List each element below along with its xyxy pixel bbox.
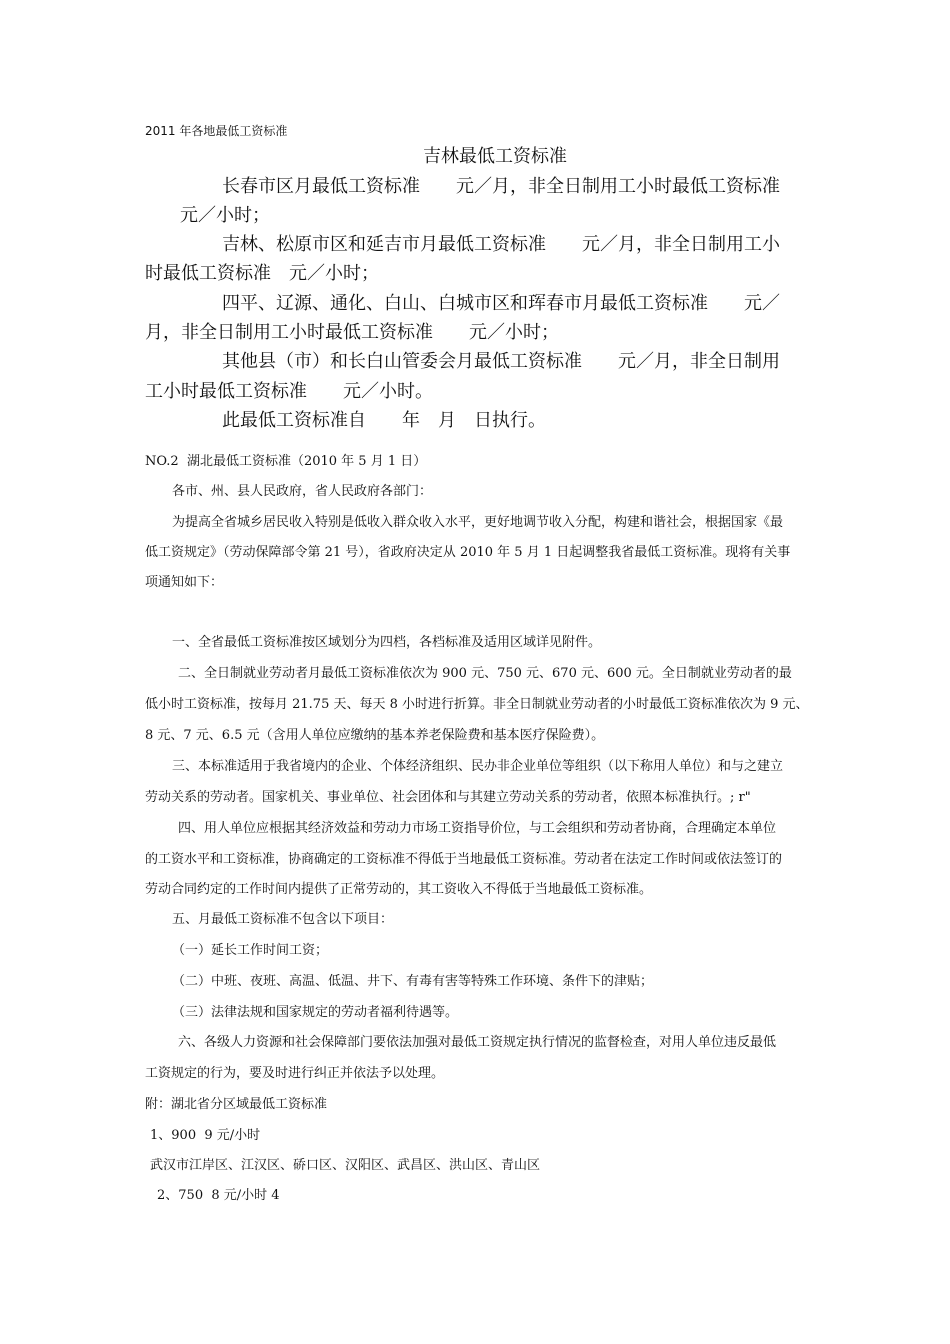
jilin-line: 此最低工资标准自 年 月 日执行。 xyxy=(222,410,546,431)
hubei-line: 武汉市江岸区、江汉区、硚口区、汉阳区、武昌区、洪山区、青山区 xyxy=(150,1158,541,1173)
hubei-line: 三、本标准适用于我省境内的企业、个体经济组织、民办非企业单位等组织（以下称用人单位）和与之建立 xyxy=(172,759,784,774)
hubei-line: 8 元、7 元、6.5 元（含用人单位应缴纳的基本养老保险费和基本医疗保险费）。 xyxy=(145,728,605,743)
hubei-line: 2、750 8 元/小时 4 xyxy=(157,1188,280,1203)
hubei-line: （三）法律法规和国家规定的劳动者福利待遇等。 xyxy=(172,1005,459,1020)
hubei-line: 为提高全省城乡居民收入特别是低收入群众收入水平，更好地调节收入分配，构建和谐社会，根据国家《最 xyxy=(172,515,784,530)
hubei-line: 五、月最低工资标准不包含以下项目： xyxy=(172,912,394,927)
hubei-line: 各市、州、县人民政府，省人民政府各部门： xyxy=(172,484,433,499)
jilin-line: 时最低工资标准 元／小时； xyxy=(145,263,379,284)
hubei-line: 附：湖北省分区域最低工资标准 xyxy=(145,1097,328,1112)
hubei-line: （一）延长工作时间工资； xyxy=(172,943,329,958)
jilin-line: 吉林、松原市区和延吉市月最低工资标准 元／月，非全日制用工小 xyxy=(222,234,780,255)
jilin-line: 长春市区月最低工资标准 元／月，非全日制用工小时最低工资标准 xyxy=(222,176,780,197)
jilin-line: 其他县（市）和长白山管委会月最低工资标准 元／月，非全日制用 xyxy=(222,351,780,372)
top-note: 2011 年各地最低工资标准 xyxy=(145,124,288,138)
hubei-line: 1、900 9 元/小时 xyxy=(150,1128,261,1143)
hubei-heading: NO.2 湖北最低工资标准（2010 年 5 月 1 日） xyxy=(145,454,427,469)
hubei-line: 的工资水平和工资标准，协商确定的工资标准不得低于当地最低工资标准。劳动者在法定工作时间或依法签订的 xyxy=(145,852,783,867)
hubei-line: 低工资规定》（劳动保障部令第 21 号），省政府决定从 2010 年 5 月 1 日起调整我省最低工资标准。现将有关事 xyxy=(145,545,791,560)
hubei-line: （二）中班、夜班、高温、低温、井下、有毒有害等特殊工作环境、条件下的津贴； xyxy=(172,974,654,989)
hubei-line: 一、全省最低工资标准按区域划分为四档，各档标准及适用区域详见附件。 xyxy=(172,635,602,650)
hubei-line: 六、各级人力资源和社会保障部门要依法加强对最低工资规定执行情况的监督检查，对用人单位违反最低 xyxy=(178,1035,777,1050)
jilin-line: 元／小时； xyxy=(180,205,270,226)
jilin-line: 四平、辽源、通化、白山、白城市区和珲春市月最低工资标准 元／ xyxy=(222,293,780,314)
hubei-line: 项通知如下： xyxy=(145,575,224,590)
hubei-line: 劳动关系的劳动者。国家机关、事业单位、社会团体和与其建立劳动关系的劳动者，依照本标准执行。; r" xyxy=(145,790,751,805)
hubei-line: 劳动合同约定的工作时间内提供了正常劳动的，其工资收入不得低于当地最低工资标准。 xyxy=(145,882,653,897)
hubei-line: 二、全日制就业劳动者月最低工资标准依次为 900 元、750 元、670 元、600 元。全日制就业劳动者的最 xyxy=(178,666,792,681)
hubei-line: 低小时工资标准，按每月 21.75 天、每天 8 小时进行折算。非全日制就业劳动者的小时最低工资标准依次为 9 元、 xyxy=(145,697,809,712)
jilin-line: 工小时最低工资标准 元／小时。 xyxy=(145,381,433,402)
hubei-line: 四、用人单位应根据其经济效益和劳动力市场工资指导价位，与工会组织和劳动者协商，合理确定本单位 xyxy=(178,821,777,836)
hubei-line: 工资规定的行为，要及时进行纠正并依法予以处理。 xyxy=(145,1066,445,1081)
jilin-title: 吉林最低工资标准 xyxy=(423,146,567,167)
jilin-line: 月，非全日制用工小时最低工资标准 元／小时； xyxy=(145,322,559,343)
